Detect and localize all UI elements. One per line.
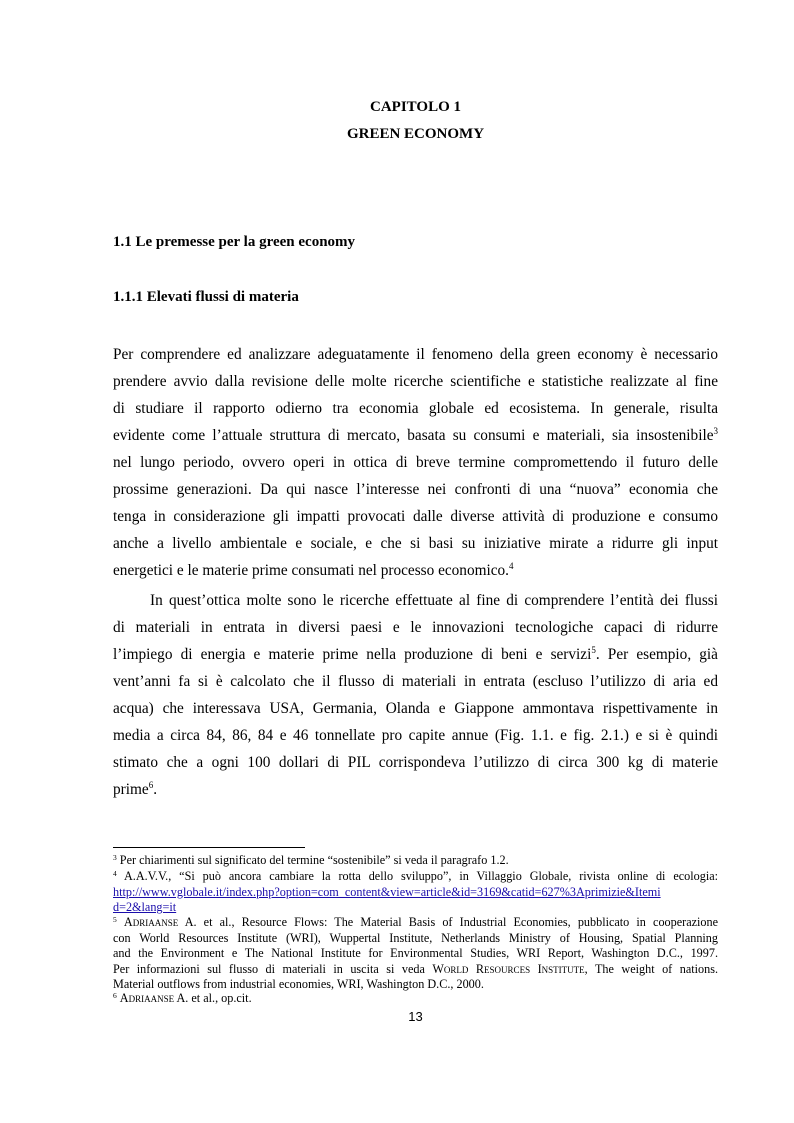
text-line: tenga in considerazione gli impatti provocati dalle diverse attività di produzione e consumo [113,508,718,525]
text-line: vent’anni fa si è calcolato che il flusso di materiali in entrata (escluso l’utilizzo di aria ed [113,673,718,690]
paragraph-1 [113,341,718,584]
text-line [113,422,718,449]
footnote-6 [113,991,718,1007]
footnote-ref-3: 3 [713,426,718,436]
footnote-line [113,885,718,901]
footnote-line [113,869,718,885]
paragraph-2 [113,587,718,803]
footnote-ref-6: 6 [148,780,154,790]
footnote-line [113,915,718,931]
footnote-line [113,900,718,916]
page-number: 13 [408,1009,423,1024]
footnote-url-link-continued[interactable]: d=2&lang=it [113,900,177,915]
footnote-separator [113,847,305,848]
footnote-number: 5 [113,915,117,924]
text-line: di materiali in entrata in diversi paesi e le innovazioni tecnologiche capaci di ridurre [113,619,718,636]
footnote-ref-5: 5 [591,645,596,655]
footnote-text: Per chiarimenti sul significato del termine “sostenibile” si veda il paragrafo 1.2. [119,853,509,867]
footnote-line [113,853,718,869]
text-line: Per comprendere ed analizzare adeguatamente il fenomeno della green economy è necessario [113,346,718,363]
footnote-text: A. et al., op.cit. [174,991,252,1005]
subsection-heading: 1.1.1 Elevati flussi di materia [113,289,299,305]
footnote-text: A.A.V.V., “Si può ancora cambiare la rotta dello sviluppo”, in Villaggio Globale, rivista online di ecologia: [123,869,719,883]
text-line: media a circa 84, 86, 84 e 46 tonnellate pro capite annue (Fig. 1.1. e fig. 2.1.) e si è quindi [113,727,718,744]
footnote-text: A. et al., Resource Flows: The Material Basis of Industrial Economies, pubblicato in cooperazione [178,915,719,929]
text-line: prendere avvio dalla revisione delle molte ricerche scientifiche e statistiche realizzate al fine [113,373,718,390]
text-line: acqua) che interessava USA, Germania, Olanda e Giappone ammontava rispettivamente in [113,700,718,717]
text-line: anche a livello ambientale e sociale, e che si basi su iniziative mirate a ridurre gli input [113,535,718,552]
text-segment: prime [113,781,149,798]
footnote-4 [113,869,718,916]
footnote-line: and the Environment e The National Institute for Environmental Studies, WRI Report, Washington D.C., 1997. [113,946,718,961]
text-line: stimato che a ogni 100 dollari di PIL corrispondeva l’utilizzo di circa 300 kg di materie [113,754,718,771]
text-segment: . Per esempio, già [595,646,718,663]
text-line [113,641,718,668]
section-heading: 1.1 Le premesse per la green economy [113,234,356,250]
text-line [113,557,718,584]
footnote-line: con World Resources Institute (WRI), Wuppertal Institute, Netherlands Ministry of Housing, Spatial Planning [113,930,718,945]
text-line [113,776,718,803]
text-segment: . [153,781,158,798]
chapter-heading [113,94,718,148]
chapter-label: CAPITOLO 1 [370,99,461,115]
footnote-3 [113,853,718,869]
text-segment: l’impiego di energia e materie prime nella produzione di beni e servizi [113,646,592,663]
text-line: di studiare il rapporto odierno tra economia globale ed ecosistema. In generale, risulta [113,400,718,417]
footnote-line [113,962,718,978]
footnote-number: 6 [113,991,117,1000]
footnote-url-link[interactable]: http://www.vglobale.it/index.php?option=com_content&view=article&id=3169&catid=627%3Aprimizie&Itemi [113,884,661,899]
footnote-line: Material outflows from industrial economies, WRI, Washington D.C., 2000. [113,977,484,992]
text-segment: evidente come l’attuale struttura di mercato, basata su consumi e materiali, sia insostenibile [113,427,714,444]
text-line: nel lungo periodo, ovvero operi in ottica di breve termine compromettendo il futuro delle [113,454,718,471]
footnote-text: Per informazioni sul flusso di materiali in uscita si veda [113,961,433,976]
text-line: prossime generazioni. Da qui nasce l’interesse nei confronti di una “nuova” economia che [113,481,718,498]
author-name: Adriaanse [119,991,175,1005]
text-segment: energetici e le materie prime consumati nel processo economico. [113,562,510,579]
author-name: Adriaanse [123,915,179,929]
footnote-number: 3 [113,853,117,862]
footnote-number: 4 [113,869,117,878]
chapter-title: GREEN ECONOMY [346,126,485,142]
institution-name: World Resources Institute [432,961,585,976]
footnote-line [113,991,718,1007]
text-line: In quest’ottica molte sono le ricerche effettuate al fine di comprendere l’entità dei flussi [150,592,718,609]
footnote-5 [113,915,718,993]
footnote-ref-4: 4 [509,561,514,571]
footnote-text: , The weight of nations. [584,961,718,976]
